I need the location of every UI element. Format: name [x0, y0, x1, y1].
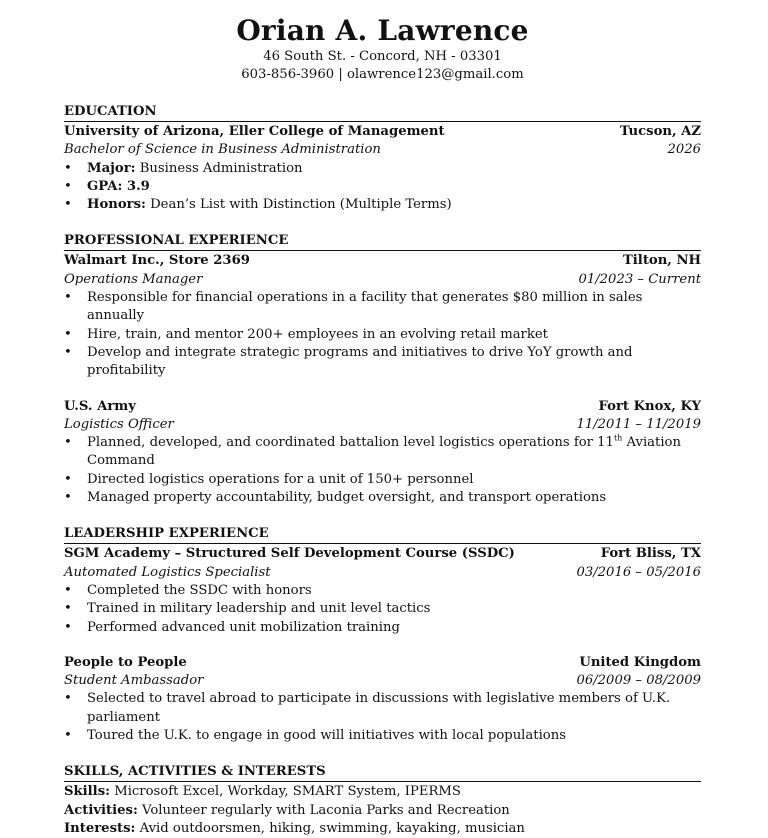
- bullet-icon: •: [64, 582, 72, 598]
- skill-value: Microsoft Excel, Workday, SMART System, IPERMS: [114, 784, 461, 800]
- experience-entry: [64, 398, 701, 508]
- bullet-text: Develop and integrate strategic programs and initiatives to drive YoY growth and profitability: [87, 344, 633, 379]
- date-range: 03/2016 – 05/2016: [576, 564, 701, 580]
- bullet-text: Toured the U.K. to engage in good will initiatives with local populations: [87, 728, 566, 744]
- detail-value: Dean’s List with Distinction (Multiple Terms): [150, 197, 452, 213]
- bullet-text: Hire, train, and mentor 200+ employees in an evolving retail market: [87, 326, 548, 342]
- entry-location: Tucson, AZ: [619, 124, 701, 139]
- detail-label: GPA: 3.9: [87, 178, 150, 194]
- contact-separator: |: [338, 67, 343, 82]
- contact-line: [64, 66, 701, 84]
- bullet-icon: •: [64, 619, 72, 635]
- section-heading: SKILLS, ACTIVITIES & INTERESTS: [64, 764, 701, 782]
- bullet-list: [64, 690, 701, 745]
- entry-location: Fort Knox, KY: [598, 398, 701, 414]
- bullet-icon: •: [64, 344, 72, 360]
- list-item: [64, 489, 701, 507]
- skills-section: [64, 764, 701, 838]
- bullet-text: Planned, developed, and coordinated battalion level logistics operations for 11: [87, 435, 614, 451]
- entry-location: United Kingdom: [579, 654, 701, 670]
- skill-value: Volunteer regularly with Laconia Parks and Recreation: [142, 802, 510, 818]
- bullet-text: Trained in military leadership and unit level tactics: [87, 601, 431, 617]
- list-item: [64, 600, 701, 618]
- bullet-text: Completed the SSDC with honors: [87, 582, 312, 598]
- education-details: [64, 160, 701, 215]
- job-title: Automated Logistics Specialist: [64, 564, 271, 580]
- school-name: University of Arizona, Eller College of Management: [64, 124, 445, 139]
- section-heading: PROFESSIONAL EXPERIENCE: [64, 233, 701, 251]
- job-title: Student Ambassador: [64, 673, 204, 689]
- detail-label: Major:: [87, 160, 136, 176]
- organization-name: U.S. Army: [64, 398, 136, 414]
- list-item: [64, 690, 701, 727]
- skill-label: Skills:: [64, 784, 110, 800]
- bullet-text: Directed logistics operations for a unit of 150+ personnel: [87, 471, 474, 487]
- bullet-text: Aviation: [622, 435, 681, 451]
- bullet-text: Managed property accountability, budget oversight, and transport operations: [87, 490, 607, 506]
- list-item: [64, 289, 701, 326]
- organization-name: SGM Academy – Structured Self Development Course (SSDC): [64, 546, 515, 562]
- degree-name: Bachelor of Science in Business Administration: [64, 142, 381, 158]
- list-item: [64, 326, 701, 344]
- skill-label: Interests:: [64, 820, 136, 836]
- bullet-icon: •: [64, 691, 72, 707]
- entry-subheader-row: [64, 672, 701, 690]
- bullet-icon: •: [64, 326, 72, 342]
- bullet-icon: •: [64, 160, 72, 176]
- entry-subheader-row: [64, 416, 701, 434]
- bullet-icon: •: [64, 197, 72, 213]
- bullet-text: Selected to travel abroad to participate in discussions with legislative members of U.K.: [87, 691, 671, 707]
- email-address[interactable]: olawrence123@gmail.com: [346, 67, 524, 82]
- experience-entry: [64, 252, 701, 380]
- professional-experience-section: [64, 233, 701, 507]
- leadership-experience-section: [64, 526, 701, 745]
- entry-subheader-row: [64, 271, 701, 289]
- section-heading: EDUCATION: [64, 104, 701, 122]
- bullet-text-continuation: parliament: [87, 709, 161, 725]
- organization-name: People to People: [64, 654, 187, 670]
- bullet-list: [64, 582, 701, 637]
- date-range: 06/2009 – 08/2009: [576, 673, 701, 689]
- entry-header-row: [64, 123, 701, 141]
- list-item: [64, 727, 701, 745]
- list-item: [64, 344, 701, 381]
- entry-location: Tilton, NH: [622, 253, 701, 269]
- bullet-list: [64, 434, 701, 507]
- bullet-icon: •: [64, 290, 72, 306]
- entry-header-row: [64, 398, 701, 416]
- list-item: [64, 178, 701, 196]
- list-item: [64, 582, 701, 600]
- bullet-icon: •: [64, 728, 72, 744]
- entry-header-row: [64, 654, 701, 672]
- detail-label: Honors:: [87, 197, 146, 213]
- organization-name: Walmart Inc., Store 2369: [64, 253, 250, 269]
- list-item: [64, 434, 701, 471]
- entry-subheader-row: [64, 141, 701, 159]
- bullet-icon: •: [64, 490, 72, 506]
- entry-location: Fort Bliss, TX: [600, 546, 701, 562]
- skill-value: Avid outdoorsmen, hiking, swimming, kayaking, musician: [139, 820, 525, 836]
- date-range: 01/2023 – Current: [578, 271, 701, 287]
- detail-value: Business Administration: [139, 160, 303, 176]
- job-title: Operations Manager: [64, 271, 203, 287]
- list-item: [64, 471, 701, 489]
- section-heading: LEADERSHIP EXPERIENCE: [64, 526, 701, 544]
- resume-header: [64, 14, 701, 84]
- bullet-icon: •: [64, 178, 72, 194]
- skills-line: [64, 783, 701, 801]
- interests-line: [64, 820, 701, 838]
- ordinal-suffix: th: [613, 433, 623, 443]
- education-section: [64, 104, 701, 214]
- bullet-icon: •: [64, 471, 72, 487]
- phone-number: 603-856-3960: [241, 67, 335, 82]
- entry-header-row: [64, 252, 701, 270]
- list-item: [64, 619, 701, 637]
- experience-entry: [64, 545, 701, 636]
- address-line: 46 South St. - Concord, NH - 03301: [263, 49, 502, 64]
- experience-entry: [64, 654, 701, 745]
- job-title: Logistics Officer: [64, 416, 174, 432]
- entry-subheader-row: [64, 564, 701, 582]
- bullet-icon: •: [64, 435, 72, 451]
- bullet-text-continuation: Command: [87, 453, 155, 469]
- activities-line: [64, 802, 701, 820]
- bullet-text: Responsible for financial operations in a facility that generates $80 million in sales annually: [87, 290, 643, 324]
- entry-header-row: [64, 545, 701, 563]
- resume-page: [64, 14, 701, 838]
- bullet-text: Performed advanced unit mobilization training: [87, 619, 400, 635]
- list-item: [64, 196, 701, 214]
- graduation-year: 2026: [667, 142, 701, 158]
- list-item: [64, 160, 701, 178]
- bullet-icon: •: [64, 601, 72, 617]
- candidate-name: Orian A. Lawrence: [236, 14, 529, 47]
- bullet-list: [64, 289, 701, 380]
- skill-label: Activities:: [64, 802, 138, 818]
- date-range: 11/2011 – 11/2019: [576, 416, 701, 432]
